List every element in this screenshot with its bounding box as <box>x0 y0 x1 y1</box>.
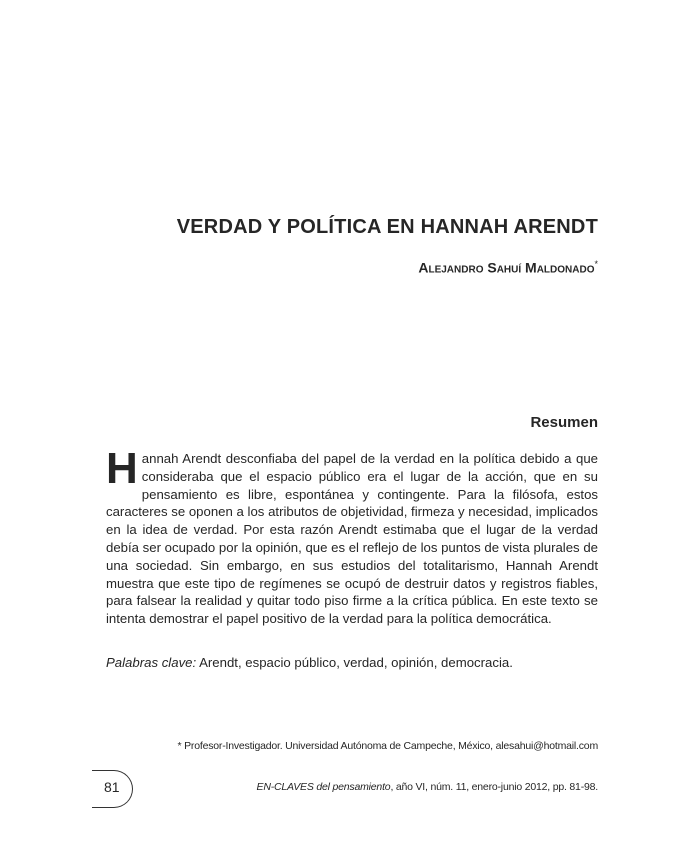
keywords-label: Palabras clave: <box>106 655 197 670</box>
abstract-text: annah Arendt desconfiaba del papel de la verdad en la política debido a que consideraba que el espacio público era el lugar de la acción, que en su pensamiento es libre, espontánea y contingente. Para la filósofa, estos caracteres se oponen a los atributos de objetividad, firmeza y necesidad, implicados en la idea de verdad. Por esta razón Arendt estimaba que el lugar de la verdad debía ser ocupado por la opinión, que es el reflejo de los puntos de vista plurales de una sociedad. Sin embargo, en sus estudios del totalitarismo, Hannah Arendt muestra que este tipo de regímenes se ocupó de destruir datos y registros fiables, para falsear la realidad y quitar todo piso firme a la crítica pública. En este texto se intenta demostrar el papel positivo de la verdad para la política democrática. <box>106 451 598 627</box>
keywords-text: Arendt, espacio público, verdad, opinión, democracia. <box>199 655 513 670</box>
abstract-dropcap: H <box>106 444 138 493</box>
journal-name: EN-CLAVES del pensamiento <box>256 781 391 793</box>
abstract-body <box>106 444 598 628</box>
author-footnote-mark: * <box>594 259 598 269</box>
journal-citation <box>200 781 598 793</box>
article-title: VERDAD Y POLÍTICA EN HANNAH ARENDT <box>176 216 598 238</box>
abstract-heading: Resumen <box>530 414 598 431</box>
keywords <box>106 654 598 672</box>
journal-issue: , año VI, núm. 11, enero-junio 2012, pp. 81-98. <box>390 781 598 793</box>
author-line <box>200 259 598 276</box>
author-name: Alejandro Sahuí Maldonado <box>418 259 595 276</box>
author-footnote: * Profesor-Investigador. Universidad Autónoma de Campeche, México, alesahui@hotmail.com <box>177 740 598 752</box>
page-number: 81 <box>104 779 120 795</box>
